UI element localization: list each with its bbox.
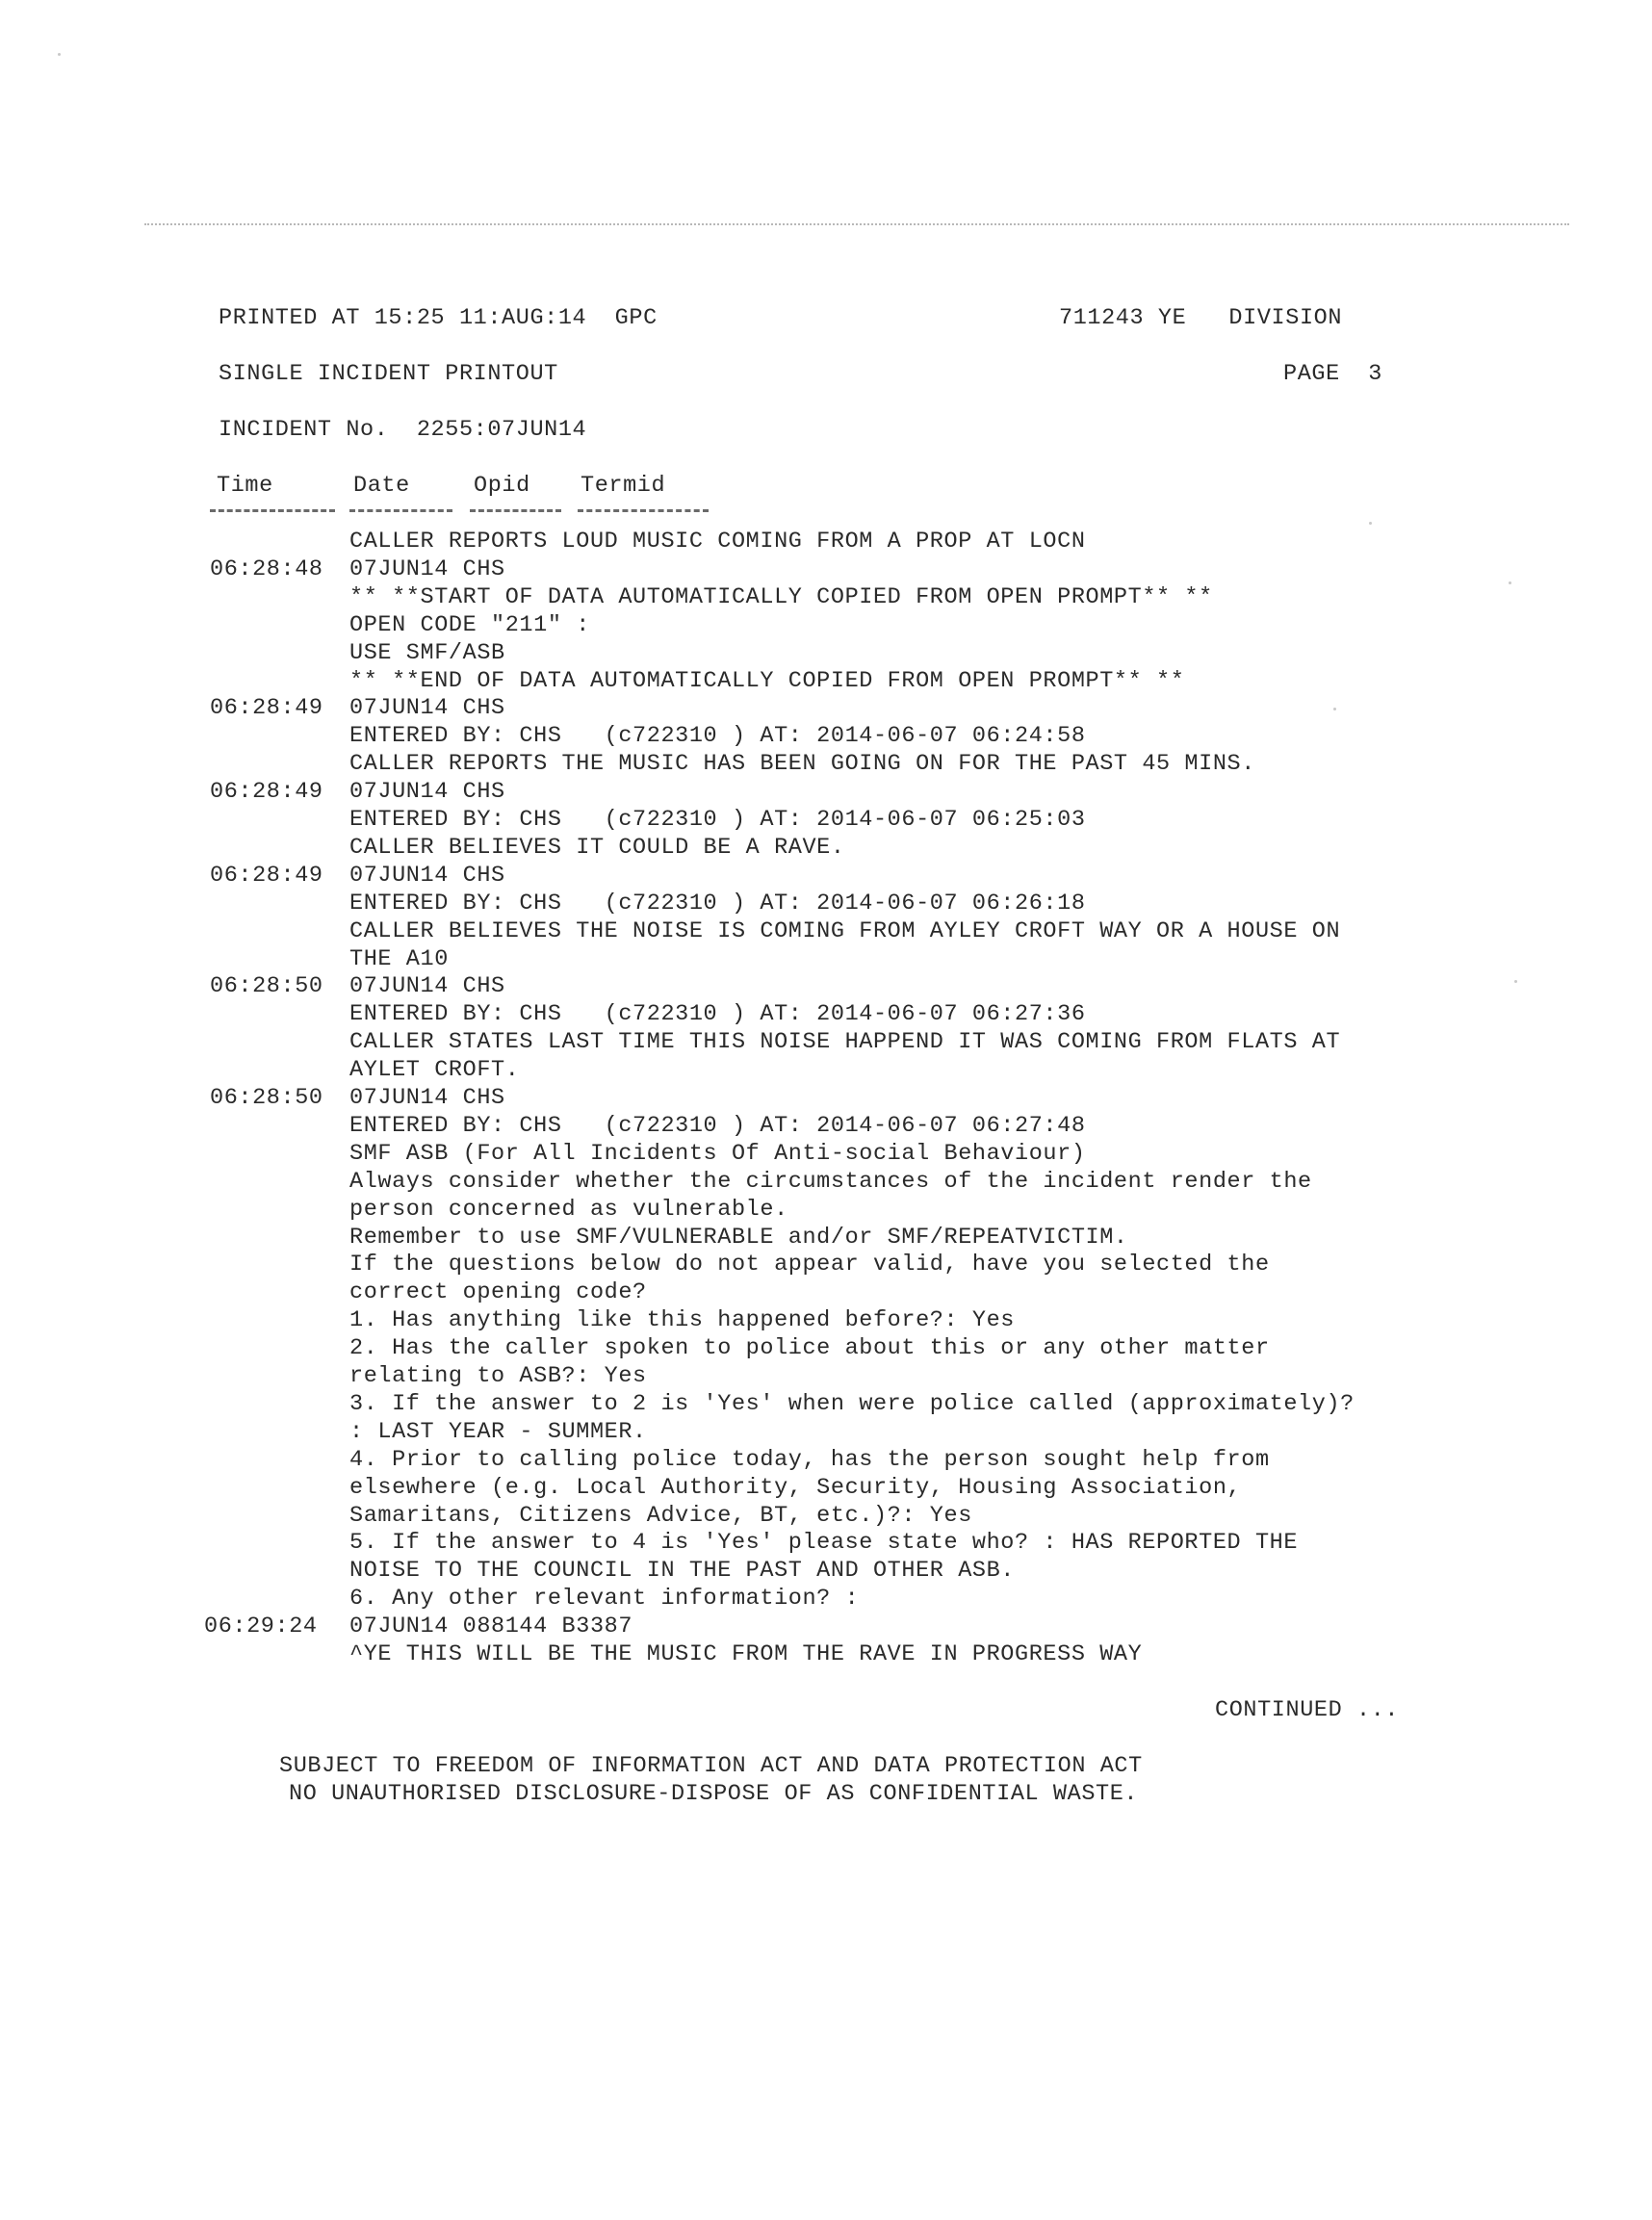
entry-stamp: 07JUN14 CHS (349, 695, 505, 722)
col-header-date: Date (353, 473, 410, 499)
entry-text: ENTERED BY: CHS (c722310 ) AT: 2014-06-07 06:26:18 (349, 890, 1086, 916)
entry-text: 6. Any other relevant information? : (349, 1586, 860, 1613)
document-title: SINGLE INCIDENT PRINTOUT (219, 361, 558, 387)
scan-speck (58, 53, 61, 56)
entry-text: ** **START OF DATA AUTOMATICALLY COPIED FROM OPEN PROMPT** ** (349, 583, 1213, 610)
entry-time: 06:28:49 (210, 695, 323, 722)
entry-stamp: 07JUN14 CHS (349, 862, 505, 889)
entry-text: Samaritans, Citizens Advice, BT, etc.)?: Yes (349, 1502, 972, 1529)
column-rule-date (349, 509, 452, 518)
entry-text: 4. Prior to calling police today, has the person sought help from (349, 1446, 1270, 1473)
entry-time: 06:28:49 (210, 862, 323, 889)
page-number: PAGE 3 (1283, 361, 1382, 387)
entry-text: person concerned as vulnerable. (349, 1196, 788, 1223)
entry-time: 06:29:24 (204, 1613, 318, 1640)
entry-text: CALLER REPORTS THE MUSIC HAS BEEN GOING ON FOR THE PAST 45 MINS. (349, 751, 1255, 778)
entry-text: CALLER BELIEVES THE NOISE IS COMING FROM AYLEY CROFT WAY OR A HOUSE ON (349, 917, 1341, 944)
entry-time: 06:28:50 (210, 973, 323, 1000)
entry-text: OPEN CODE "211" : (349, 611, 590, 638)
entry-text: THE A10 (349, 945, 449, 972)
entry-text: ^YE THIS WILL BE THE MUSIC FROM THE RAVE IN PROGRESS WAY (349, 1641, 1143, 1667)
entry-text: ENTERED BY: CHS (c722310 ) AT: 2014-06-07 06:25:03 (349, 807, 1086, 833)
entry-text: 1. Has anything like this happened before?: Yes (349, 1307, 1016, 1334)
col-header-termid: Termid (581, 473, 666, 499)
scan-speck (1333, 708, 1336, 710)
division-ref: 711243 YE DIVISION (1059, 305, 1343, 331)
entry-text: Remember to use SMF/VULNERABLE and/or SMF/REPEATVICTIM. (349, 1224, 1128, 1251)
entry-text: CALLER STATES LAST TIME THIS NOISE HAPPEND IT WAS COMING FROM FLATS AT (349, 1029, 1341, 1056)
incident-number: INCIDENT No. 2255:07JUN14 (219, 417, 587, 443)
scan-speck (1509, 581, 1511, 584)
entry-text: ENTERED BY: CHS (c722310 ) AT: 2014-06-07 06:24:58 (349, 723, 1086, 750)
printed-at: PRINTED AT 15:25 11:AUG:14 GPC (219, 305, 658, 331)
entry-text: CALLER BELIEVES IT COULD BE A RAVE. (349, 834, 845, 861)
column-rule-time (210, 509, 335, 518)
col-header-time: Time (217, 473, 273, 499)
entry-time: 06:28:48 (210, 555, 323, 582)
entry-text: elsewhere (e.g. Local Authority, Security, Housing Association, (349, 1474, 1242, 1501)
entry-text: ENTERED BY: CHS (c722310 ) AT: 2014-06-07 06:27:36 (349, 1001, 1086, 1028)
footer-notice-line-1: SUBJECT TO FREEDOM OF INFORMATION ACT AND DATA PROTECTION ACT (279, 1753, 1143, 1779)
column-rule-opid (470, 509, 561, 518)
entry-stamp: 07JUN14 CHS (349, 779, 505, 806)
entry-text: 3. If the answer to 2 is 'Yes' when were police called (approximately)? (349, 1390, 1355, 1417)
entry-text: AYLET CROFT. (349, 1057, 520, 1084)
entry-text: Always consider whether the circumstances of the incident render the (349, 1168, 1312, 1195)
entry-text: SMF ASB (For All Incidents Of Anti-social Behaviour) (349, 1140, 1086, 1167)
scan-artifact-line (144, 223, 1569, 225)
footer-notice-line-2: NO UNAUTHORISED DISCLOSURE-DISPOSE OF AS CONFIDENTIAL WASTE. (289, 1781, 1139, 1807)
continued-marker: CONTINUED ... (1215, 1697, 1400, 1723)
entry-text: relating to ASB?: Yes (349, 1363, 647, 1389)
entry-text: USE SMF/ASB (349, 639, 505, 666)
entry-text: 2. Has the caller spoken to police about this or any other matter (349, 1335, 1270, 1362)
entry-time: 06:28:50 (210, 1085, 323, 1111)
entry-stamp: 07JUN14 088144 B3387 (349, 1613, 633, 1640)
entry-stamp: 07JUN14 CHS (349, 555, 505, 582)
entry-text: If the questions below do not appear valid, have you selected the (349, 1252, 1270, 1278)
entry-text: NOISE TO THE COUNCIL IN THE PAST AND OTHER ASB. (349, 1558, 1016, 1585)
entry-text: : LAST YEAR - SUMMER. (349, 1418, 647, 1445)
col-header-opid: Opid (474, 473, 530, 499)
scan-speck (1514, 980, 1517, 983)
entry-stamp: 07JUN14 CHS (349, 1085, 505, 1111)
entry-text: ENTERED BY: CHS (c722310 ) AT: 2014-06-07 06:27:48 (349, 1112, 1086, 1139)
scan-speck (1369, 522, 1372, 525)
entry-stamp: 07JUN14 CHS (349, 973, 505, 1000)
entry-text: ** **END OF DATA AUTOMATICALLY COPIED FROM OPEN PROMPT** ** (349, 667, 1185, 694)
entry-text: correct opening code? (349, 1279, 647, 1306)
entry-text: 5. If the answer to 4 is 'Yes' please state who? : HAS REPORTED THE (349, 1530, 1299, 1557)
entry-text: CALLER REPORTS LOUD MUSIC COMING FROM A PROP AT LOCN (349, 529, 1086, 555)
entry-time: 06:28:49 (210, 779, 323, 806)
column-rule-termid (578, 509, 709, 518)
